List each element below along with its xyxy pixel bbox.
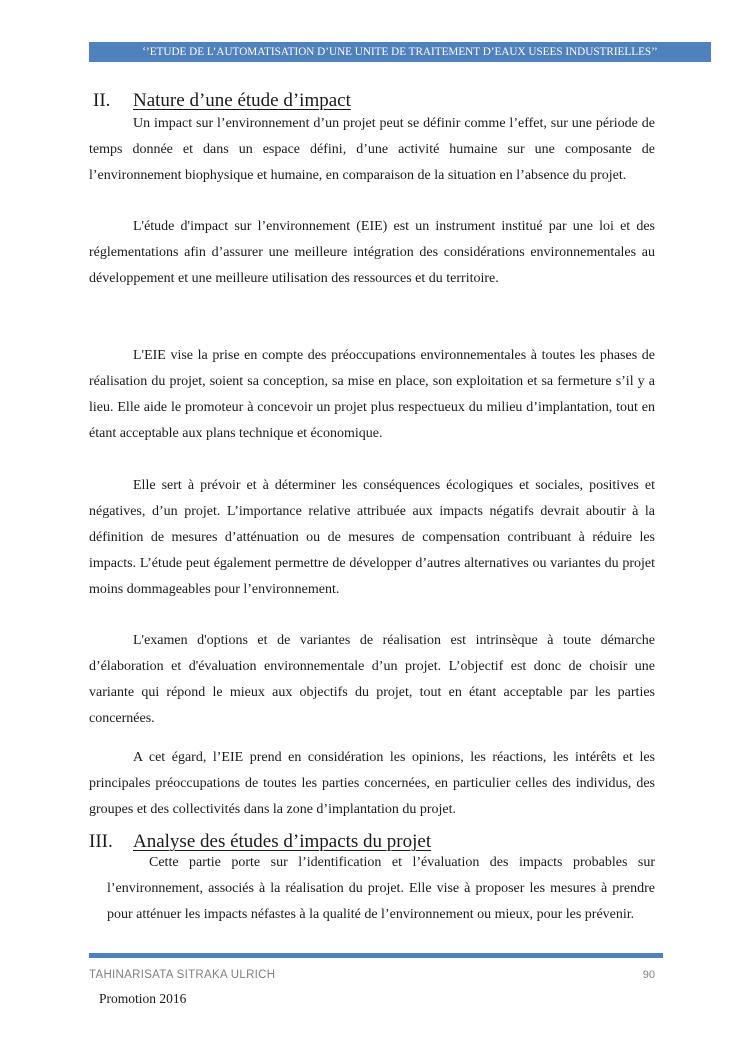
section-number: III. [89,831,113,852]
paragraph: L'examen d'options et de variantes de réalisation est intrinsèque à toute démarche d’élaboration et d'évaluation environnementale d’un projet. L’objectif est donc de choisir une variante qui répond le mieux aux objectifs du projet, tout en étant acceptable par les parties concernées. [89,633,655,726]
section-number: II. [93,90,111,111]
footer-divider [89,953,663,958]
paragraph: L'EIE vise la prise en compte des préoccupations environnementales à toutes les phases de réalisation du projet, soient sa conception, sa mise en place, son exploitation et sa fermeture s’il y a lieu. Elle aide le promoteur à concevoir un projet plus respectueux du milieu d’implantation, tout en étant acceptable aux plans technique et économique. [89,348,655,441]
paragraph: Un impact sur l’environnement d’un projet peut se définir comme l’effet, sur une période de temps donnée et dans un espace défini, d’une activité humaine sur une composante de l’environnement biophysique et humaine, en comparaison de la situation en l’absence du projet. [89,116,655,183]
paragraph: Cette partie porte sur l’identification et l’évaluation des impacts probables sur l’environnement, associés à la réalisation du projet. Elle vise à proposer les mesures à prendre pour atténuer les impacts néfastes à la qualité de l’environnement ou mieux, pour les prévenir. [107,855,655,922]
page-number: 90 [642,969,655,981]
paragraph: A cet égard, l’EIE prend en considération les opinions, les réactions, les intérêts et les principales préoccupations de toutes les parties concernées, en particulier celles des individus, des groupes et des collectivités dans la zone d’implantation du projet. [89,750,655,817]
footer-promotion: Promotion 2016 [99,991,187,1006]
paragraph: L'étude d'impact sur l’environnement (EIE) est un instrument institué par une loi et des réglementations afin d’assurer une meilleure intégration des considérations environnementales au développement et une meilleure utilisation des ressources et du territoire. [89,219,655,286]
section-title: Nature d’une étude d’impact [133,90,351,111]
running-header: ‘’ETUDE DE L’AUTOMATISATION D’UNE UNITE DE TRAITEMENT D’EAUX USEES INDUSTRIELLES’’ [89,42,711,62]
footer-author: TAHINARISATA SITRAKA ULRICH [89,969,276,981]
section-title: Analyse des études d’impacts du projet [133,831,432,852]
paragraph: Elle sert à prévoir et à déterminer les conséquences écologiques et sociales, positives et négatives, d’un projet. L’importance relative attribuée aux impacts négatifs devrait aboutir à la définition de mesures d’atténuation ou de mesures de compensation contribuant à réduire les impacts. L’étude peut également permettre de développer d’autres alternatives ou variantes du projet moins dommageables pour l’environnement. [89,478,655,597]
